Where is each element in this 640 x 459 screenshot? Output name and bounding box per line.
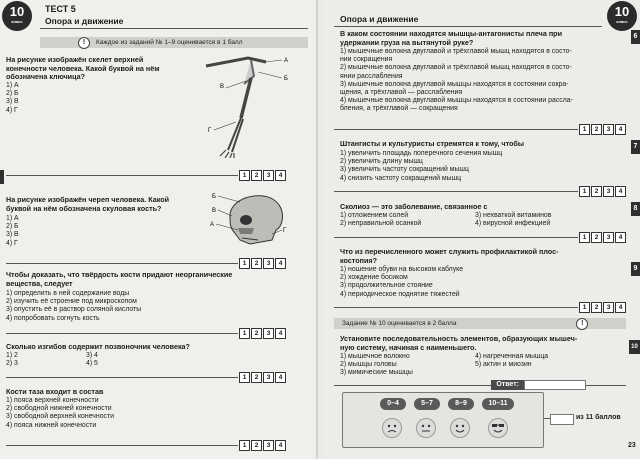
answer-grid-9[interactable] bbox=[334, 302, 626, 312]
option[interactable]: 2) хождение босиком bbox=[340, 274, 408, 282]
answer-box[interactable]: 4 bbox=[275, 372, 286, 383]
question-5-text: Кости таза входит в состав bbox=[6, 387, 104, 396]
answer-box[interactable]: 4 bbox=[275, 440, 286, 451]
question-5-options bbox=[6, 397, 114, 430]
option[interactable]: 3) мышечные волокна двуглавой мышцы находятся в состоянии сокра- bbox=[340, 80, 569, 88]
right-page bbox=[322, 0, 640, 459]
option[interactable]: 1) А bbox=[6, 82, 19, 89]
page-number: 23 bbox=[628, 442, 636, 449]
option-cont: щения, а трёхглавой — расслабления bbox=[340, 89, 463, 97]
score-range: 8–9 bbox=[448, 398, 474, 410]
tab-9[interactable]: 9 bbox=[631, 262, 640, 276]
question-10-text: Установите последовательность элементов, образующих мышеч- ную систему, начиная с наименьшего. bbox=[340, 334, 578, 352]
option: 1) мышечное волокно bbox=[340, 353, 410, 360]
option-cont: янии расслабления bbox=[340, 72, 403, 80]
score-panel bbox=[342, 392, 544, 448]
question-4-options bbox=[6, 352, 166, 368]
option[interactable]: 3) продолжительное стояние bbox=[340, 282, 433, 290]
question-2-options bbox=[6, 215, 19, 248]
answer-box[interactable]: 2 bbox=[591, 186, 602, 197]
answer-box[interactable]: 4 bbox=[615, 302, 626, 313]
option[interactable]: 3) В bbox=[6, 231, 19, 239]
question-8-text: Сколиоз — это заболевание, связанное с bbox=[340, 202, 488, 211]
answer-box[interactable]: 1 bbox=[239, 328, 250, 339]
option[interactable]: 1) отложением солей bbox=[340, 212, 409, 219]
option[interactable]: 4) 5 bbox=[86, 360, 98, 368]
score-range: 10–11 bbox=[482, 398, 514, 410]
option[interactable]: 4) периодическое поднятие тяжестей bbox=[340, 290, 460, 298]
option[interactable]: 3) 4 bbox=[86, 352, 98, 359]
question-6-options bbox=[340, 48, 625, 114]
answer-row-10 bbox=[334, 380, 626, 390]
answer-box[interactable]: 2 bbox=[251, 258, 262, 269]
answer-grid-8[interactable] bbox=[334, 232, 626, 242]
neutral-face-icon bbox=[416, 418, 436, 438]
tab-8[interactable]: 8 bbox=[631, 202, 640, 216]
answer-box[interactable]: 2 bbox=[251, 170, 262, 181]
tab-7[interactable]: 7 bbox=[631, 140, 640, 154]
figure-label: Г bbox=[283, 228, 287, 234]
score-range: 0–4 bbox=[380, 398, 406, 410]
answer-box[interactable]: 3 bbox=[603, 124, 614, 135]
answer-grid-1[interactable] bbox=[6, 170, 286, 180]
question-4-text: Сколько изгибов содержит позвоночник человека? bbox=[6, 342, 190, 351]
answer-box[interactable]: 3 bbox=[603, 302, 614, 313]
answer-grid-6[interactable] bbox=[334, 124, 626, 134]
question-1-text: На рисунке изображён скелет верхней конечности человека. Какой буквой на нём обозначена ключица? bbox=[6, 55, 160, 82]
option[interactable]: 4) снизить частоту сокращений мышц bbox=[340, 174, 462, 182]
answer-box[interactable]: 3 bbox=[263, 258, 274, 269]
tab-6[interactable]: 6 bbox=[631, 30, 640, 44]
grade-badge: 10 класс bbox=[607, 1, 637, 31]
figure-label: Б bbox=[284, 76, 288, 82]
scoring-notice-2: Задание № 10 оценивается в 2 балла ! bbox=[334, 318, 626, 329]
answer-box[interactable]: 1 bbox=[239, 258, 250, 269]
answer-label: Ответ: bbox=[491, 380, 524, 390]
scoring-notice: ! Каждое из заданий № 1–9 оценивается в 1 балл bbox=[40, 37, 308, 48]
option: 4) нагреченная мышца bbox=[475, 353, 549, 360]
answer-box[interactable]: 4 bbox=[275, 328, 286, 339]
figure-label: Б bbox=[212, 194, 216, 200]
question-10-options bbox=[340, 353, 610, 378]
answer-box[interactable]: 4 bbox=[275, 258, 286, 269]
answer-box[interactable]: 2 bbox=[251, 372, 262, 383]
grade-badge: 10 класс bbox=[2, 1, 32, 31]
option[interactable]: 1) пояса верхней конечности bbox=[6, 397, 99, 404]
answer-box[interactable]: 3 bbox=[263, 372, 274, 383]
option: 2) мышцы головы bbox=[340, 361, 397, 369]
option[interactable]: 4) Г bbox=[6, 239, 18, 247]
answer-grid-4[interactable] bbox=[6, 372, 286, 382]
cool-face-icon bbox=[488, 418, 508, 438]
figure-label: В bbox=[212, 208, 217, 214]
answer-box[interactable]: 4 bbox=[615, 232, 626, 243]
answer-box[interactable]: 3 bbox=[263, 170, 274, 181]
option: 3) мимические мышцы bbox=[340, 369, 413, 377]
option[interactable]: 4) мышечные волокна двуглавой мышцы находятся в состоянии рассла- bbox=[340, 97, 573, 105]
option[interactable]: 1) 2 bbox=[6, 352, 18, 359]
figure-label: Г bbox=[208, 128, 212, 134]
answer-box[interactable]: 3 bbox=[603, 186, 614, 197]
section-title: Опора и движение bbox=[45, 16, 124, 26]
answer-box[interactable]: 1 bbox=[579, 186, 590, 197]
answer-box[interactable]: 1 bbox=[239, 170, 250, 181]
option[interactable]: 2) увеличить длину мышц bbox=[340, 158, 423, 166]
option[interactable]: 2) Б bbox=[6, 90, 19, 98]
question-3-text: Чтобы доказать, что твёрдость кости придают неорганические вещества, следует bbox=[6, 270, 233, 288]
answer-grid-5[interactable] bbox=[6, 440, 286, 450]
figure-label: А bbox=[284, 58, 289, 64]
option[interactable]: 3) увеличить частоту сокращений мышц bbox=[340, 166, 469, 174]
option[interactable]: 1) определить в ней содержание воды bbox=[6, 290, 130, 297]
answer-box[interactable]: 3 bbox=[603, 232, 614, 243]
option[interactable]: 2) 3 bbox=[6, 360, 18, 368]
answer-box[interactable]: 4 bbox=[615, 186, 626, 197]
question-3-options bbox=[6, 290, 141, 323]
option[interactable]: 1) увеличить площадь поперечного сечения мышц bbox=[340, 150, 503, 157]
sad-face-icon bbox=[382, 418, 402, 438]
exclamation-icon: ! bbox=[78, 37, 90, 49]
answer-box[interactable]: 1 bbox=[579, 232, 590, 243]
answer-box[interactable]: 1 bbox=[239, 372, 250, 383]
option[interactable]: 1) А bbox=[6, 215, 19, 222]
option[interactable]: 2) изучить её строение под микроскопом bbox=[6, 298, 137, 306]
option[interactable]: 2) Б bbox=[6, 223, 19, 231]
answer-box[interactable]: 1 bbox=[579, 302, 590, 313]
question-6-text: В каком состоянии находятся мышцы-антагонисты плеча при удержании груза на вытянутой руке? bbox=[340, 29, 562, 47]
figure-label: В bbox=[220, 84, 225, 90]
option[interactable]: 2) неправильной осанкой bbox=[340, 220, 422, 228]
option[interactable]: 2) мышечные волокна двуглавой и трёхглавой мышц находятся в состо- bbox=[340, 64, 572, 72]
answer-box[interactable]: 2 bbox=[591, 124, 602, 135]
question-7-options bbox=[340, 150, 502, 183]
option[interactable]: 4) пояса нижней конечности bbox=[6, 421, 97, 429]
option: 5) актин и миозин bbox=[475, 361, 532, 369]
option[interactable]: 3) свободной верхней конечности bbox=[6, 413, 114, 421]
smile-face-icon bbox=[450, 418, 470, 438]
answer-box[interactable]: 2 bbox=[591, 302, 602, 313]
answer-grid-2[interactable] bbox=[6, 258, 286, 268]
exclamation-icon: ! bbox=[576, 318, 588, 330]
answer-grid-3[interactable] bbox=[6, 328, 286, 338]
question-7-text: Штангисты и культуристы стремятся к тому, чтобы bbox=[340, 139, 524, 148]
section-title: Опора и движение bbox=[340, 14, 419, 24]
option[interactable]: 2) свободной нижней конечности bbox=[6, 405, 112, 413]
question-8-options bbox=[340, 212, 610, 228]
option[interactable]: 3) В bbox=[6, 98, 19, 106]
answer-box[interactable]: 4 bbox=[615, 124, 626, 135]
answer-box[interactable]: 1 bbox=[239, 440, 250, 451]
question-2-text: На рисунке изображён череп человека. Какой буквой на нём обозначена скуловая кость? bbox=[6, 195, 170, 213]
left-page bbox=[0, 0, 318, 459]
answer-box[interactable]: 2 bbox=[251, 328, 262, 339]
score-range: 5–7 bbox=[414, 398, 440, 410]
question-9-options bbox=[340, 266, 463, 299]
option[interactable]: 4) Г bbox=[6, 106, 18, 114]
option[interactable]: 3) нехваткой витаминов bbox=[475, 212, 552, 219]
answer-box[interactable]: 2 bbox=[591, 232, 602, 243]
option-cont: нии сокращения bbox=[340, 56, 393, 64]
test-title: ТЕСТ 5 bbox=[45, 4, 76, 14]
option-cont: бления, а трёхглавой — сокращения bbox=[340, 105, 458, 113]
skull-figure bbox=[210, 188, 290, 250]
answer-box[interactable]: 3 bbox=[263, 328, 274, 339]
tab-10[interactable]: 10 bbox=[629, 340, 640, 354]
option[interactable]: 1) ношение обуви на высоком каблуке bbox=[340, 266, 464, 273]
option[interactable]: 1) мышечные волокна двуглавой и трёхглавой мышц находятся в состо- bbox=[340, 48, 572, 55]
question-9-text: Что из перечисленного может служить профилактикой плос- костопия? bbox=[340, 247, 559, 265]
answer-input[interactable] bbox=[524, 380, 586, 390]
arm-skeleton-figure bbox=[196, 48, 296, 158]
answer-grid-7[interactable] bbox=[334, 186, 626, 196]
question-1-options bbox=[6, 82, 19, 115]
option[interactable]: 4) попробовать согнуть кость bbox=[6, 314, 100, 322]
answer-box[interactable]: 3 bbox=[263, 440, 274, 451]
option[interactable]: 4) вирусной инфекцией bbox=[475, 220, 551, 228]
total-points-label: из 11 баллов bbox=[576, 414, 621, 421]
answer-box[interactable]: 4 bbox=[275, 170, 286, 181]
figure-label: А bbox=[210, 222, 215, 228]
answer-box[interactable]: 1 bbox=[579, 124, 590, 135]
answer-box[interactable]: 2 bbox=[251, 440, 262, 451]
option[interactable]: 3) опустить её в раствор соляной кислоты bbox=[6, 306, 142, 314]
